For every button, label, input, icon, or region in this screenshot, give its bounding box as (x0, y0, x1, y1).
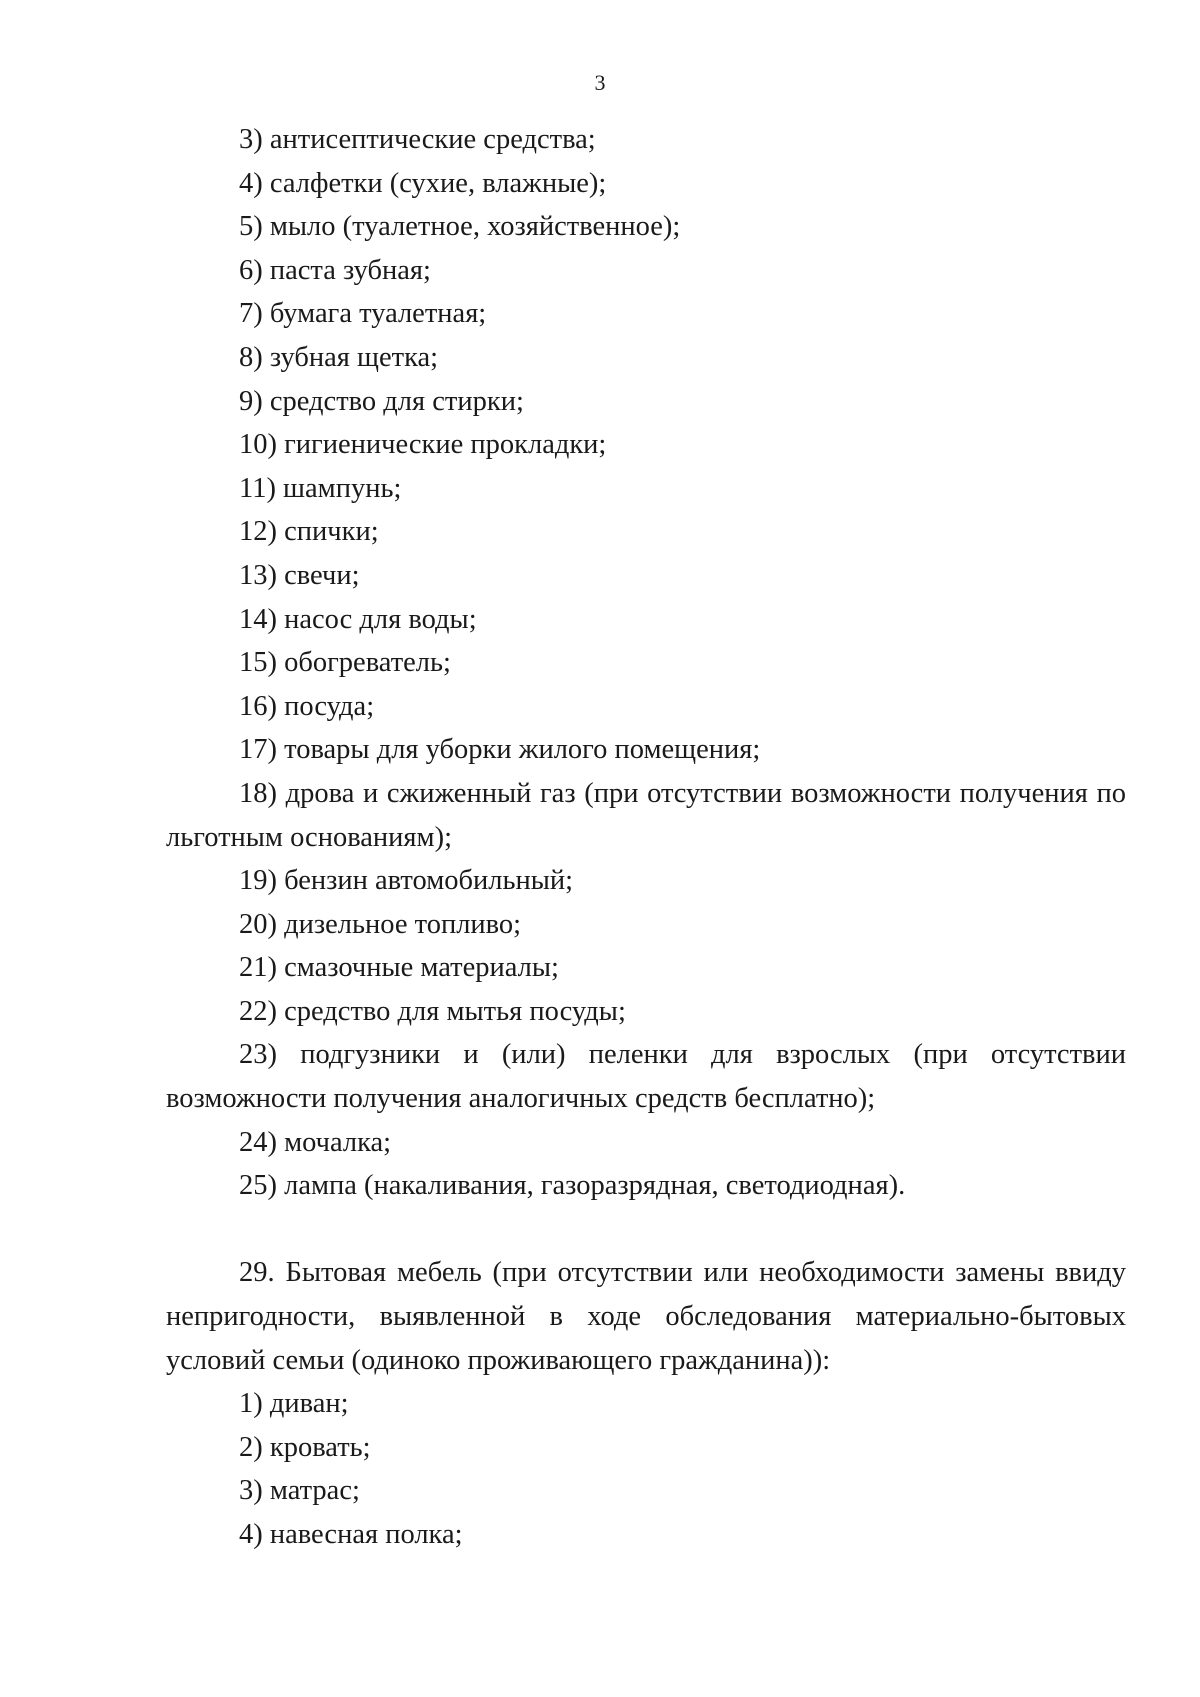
list-item: 2) кровать; (239, 1431, 371, 1463)
list-item: 3) антисептические средства; (239, 124, 596, 155)
list-item: 16) посуда; (239, 690, 375, 722)
list-item: 19) бензин автомобильный; (239, 865, 574, 897)
list-item: 17) товары для уборки жилого помещения; (239, 734, 761, 766)
list-item: 21) смазочные материалы; (239, 952, 559, 984)
list-item: 12) спички; (239, 516, 379, 548)
list-item: 3) матрас; (239, 1475, 360, 1507)
list-item: 25) лампа (накаливания, газоразрядная, светодиодная). (239, 1170, 906, 1202)
list-item: 1) диван; (239, 1388, 349, 1420)
list-item: 10) гигиенические прокладки; (239, 429, 607, 461)
list-item: 6) паста зубная; (239, 254, 431, 286)
list-item: 15) обогреватель; (239, 647, 451, 679)
list-item: 14) насос для воды; (239, 603, 477, 635)
document-body (166, 118, 1126, 1557)
list-item: 20) дизельное топливо; (239, 908, 522, 940)
list-item: 4) навесная полка; (239, 1519, 463, 1550)
section-29-heading: 29. Бытовая мебель (при отсутствии или необходимости замены ввиду непригодности, выявленной в ходе обследования материально-бытовых условий семьи (одиноко проживающего гражданина)): (166, 1257, 1126, 1376)
list-item: 7) бумага туалетная; (239, 298, 487, 330)
list-item-23: 23) подгузники и (или) пеленки для взрослых (при отсутствии возможности получения аналогичных средств бесплатно); (166, 1039, 1126, 1115)
list-item: 13) свечи; (239, 559, 360, 591)
paragraph-gap (166, 1208, 1126, 1252)
page-number: 3 (594, 70, 606, 95)
list-item-18: 18) дрова и сжиженный газ (при отсутствии возможности получения по льготным основаниям); (166, 777, 1126, 853)
list-item: 9) средство для стирки; (239, 385, 524, 417)
list-item: 8) зубная щетка; (239, 341, 439, 373)
list-item: 24) мочалка; (239, 1126, 392, 1158)
list-item: 11) шампунь; (239, 472, 402, 504)
list-item: 22) средство для мытья посуды; (239, 995, 626, 1027)
list-item: 4) салфетки (сухие, влажные); (239, 167, 607, 199)
list-item: 5) мыло (туалетное, хозяйственное); (239, 211, 681, 243)
